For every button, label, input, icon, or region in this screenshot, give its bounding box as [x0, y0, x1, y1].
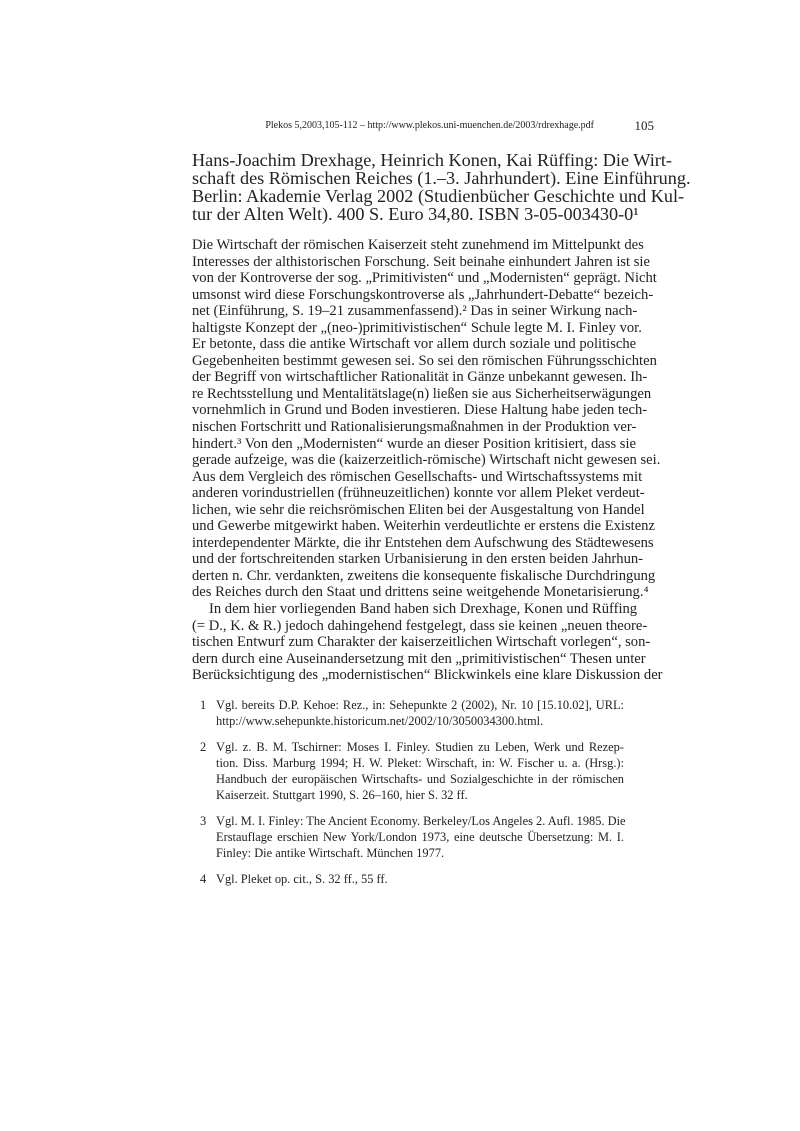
footnote-line: Vgl. z. B. M. Tschirner: Moses I. Finley. Studien zu Leben, Werk und Rezep- [216, 740, 624, 754]
body-line: umsonst wird diese Forschungskontroverse als „Jahrhundert-Debatte“ bezeich- [192, 286, 654, 303]
body-line: hindert.³ Von den „Modernisten“ wurde an dieser Position kritisiert, dass sie [192, 435, 637, 452]
body-line: haltigste Konzept der „(neo-)primitivistischen“ Schule legte M. I. Finley vor. [192, 319, 642, 336]
body-line: lichen, wie sehr die reichsrömischen Eliten bei der Ausgestaltung von Handel [192, 501, 645, 518]
footnote-line: Kaiserzeit. Stuttgart 1990, S. 26–160, hier S. 32 ff. [216, 788, 468, 802]
body-line: und Gewerbe mitgewirkt haben. Weiterhin verdeutlichte er erstens die Existenz [192, 518, 655, 535]
body-text [192, 237, 663, 684]
body-line: anderen vorindustriellen (frühneuzeitlichen) konnte vor allem Pleket verdeut- [192, 485, 645, 502]
footnote-number: 2 [200, 740, 207, 754]
footnote [192, 697, 624, 729]
body-line: Interesses der althistorischen Forschung. Seit beinahe einhundert Jahren ist sie [192, 253, 650, 270]
body-line: von der Kontroverse der sog. „Primitivisten“ und „Modernisten“ geprägt. Nicht [192, 270, 657, 287]
footnote-line: Vgl. M. I. Finley: The Ancient Economy. Berkeley/Los Angeles 2. Aufl. 1985. Die [216, 814, 626, 828]
body-line: Berücksichtigung des „modernistischen“ Blickwinkels eine klare Diskussion der [192, 667, 663, 684]
body-line: Gegebenheiten bestimmt gewesen sei. So sei den römischen Führungsschichten [192, 352, 657, 369]
footnotes [192, 697, 624, 897]
body-line: tischen Entwurf zum Charakter der kaiserzeitlichen Wirtschaft vorlegen“, son- [192, 634, 651, 651]
footnote-number: 3 [200, 814, 207, 828]
body-line: dern durch eine Auseinandersetzung mit den „primitivistischen“ Thesen unter [192, 650, 646, 667]
footnote-number: 4 [200, 872, 207, 886]
body-line: Aus dem Vergleich des römischen Gesellschafts- und Wirtschaftssystems mit [192, 468, 643, 485]
title-line: tur der Alten Welt). 400 S. Euro 34,80. ISBN 3-05-003430-0¹ [192, 204, 639, 224]
body-line: des Reiches durch den Staat und drittens seine weitgehende Monetarisierung.⁴ [192, 584, 649, 601]
running-head-text: Plekos 5,2003,105-112 – http://www.plekos.uni-muenchen.de/2003/rdrexhage.pdf [265, 120, 594, 131]
footnote-line: Vgl. bereits D.P. Kehoe: Rez., in: Sehepunkte 2 (2002), Nr. 10 [15.10.02], URL: [216, 698, 624, 712]
title-line: Berlin: Akademie Verlag 2002 (Studienbücher Geschichte und Kul- [192, 186, 685, 206]
footnote-number: 1 [200, 698, 207, 712]
footnote-line: Finley: Die antike Wirtschaft. München 1977. [216, 846, 445, 860]
footnote-line: Handbuch der europäischen Wirtschafts- und Sozialgeschichte in der römischen [216, 772, 624, 786]
body-line: der Begriff von wirtschaftlicher Rationalität in Gänze unbekannt gewesen. Ih- [192, 369, 648, 386]
body-line: Er betonte, dass die antike Wirtschaft vor allem durch soziale und politische [192, 336, 637, 353]
body-line: gerade aufzeige, was die (kaizerzeitlich-römische) Wirtschaft nicht gewesen sei. [192, 452, 661, 469]
body-line: (= D., K. & R.) jedoch dahingehend festgelegt, dass sie keinen „neuen theore- [192, 617, 648, 634]
body-line: In dem hier vorliegenden Band haben sich Drexhage, Konen und Rüffing [209, 601, 638, 618]
footnote-line: tion. Diss. Marburg 1994; H. W. Pleket: Wirschaft, in: W. Fischer u. a. (Hrsg.): [216, 756, 624, 770]
title-line: schaft des Römischen Reiches (1.–3. Jahrhundert). Eine Einführung. [192, 168, 691, 188]
footnote-line: Vgl. Pleket op. cit., S. 32 ff., 55 ff. [216, 872, 388, 886]
footnote-line: http://www.sehepunkte.historicum.net/2002/10/3050034300.html. [216, 714, 544, 728]
body-line: nischen Fortschritt und Rationalisierungsmaßnahmen in der Produktion ver- [192, 419, 637, 436]
footnote [192, 871, 624, 887]
footnote-line: Erstauflage erschien New York/London 1973, eine deutsche Übersetzung: M. I. [216, 830, 624, 844]
body-line: und der fortschreitenden starken Urbanisierung in den ersten beiden Jahrhun- [192, 551, 644, 568]
page-number: 105 [634, 118, 654, 133]
body-line: re Rechtsstellung und Mentalitätslage(n) ließen sie aus Sicherheitserwägungen [192, 385, 652, 402]
body-line: net (Einführung, S. 19–21 zusammenfassend).² Das in seiner Wirkung nach- [192, 303, 638, 320]
body-line: vornehmlich in Grund und Boden investieren. Diese Haltung habe jeden tech- [192, 402, 648, 419]
body-line: Die Wirtschaft der römischen Kaiserzeit steht zunehmend im Mittelpunkt des [192, 237, 644, 253]
footnote [192, 813, 624, 861]
body-line: derten n. Chr. verdankten, zweitens die konsequente fiskalische Durchdringung [192, 567, 656, 584]
footnote [192, 739, 624, 803]
body-line: interdependenter Märkte, die ihr Entstehen dem Aufschwung des Städtewesens [192, 534, 654, 551]
review-title [192, 150, 691, 224]
title-line: Hans-Joachim Drexhage, Heinrich Konen, Kai Rüffing: Die Wirt- [192, 150, 672, 170]
